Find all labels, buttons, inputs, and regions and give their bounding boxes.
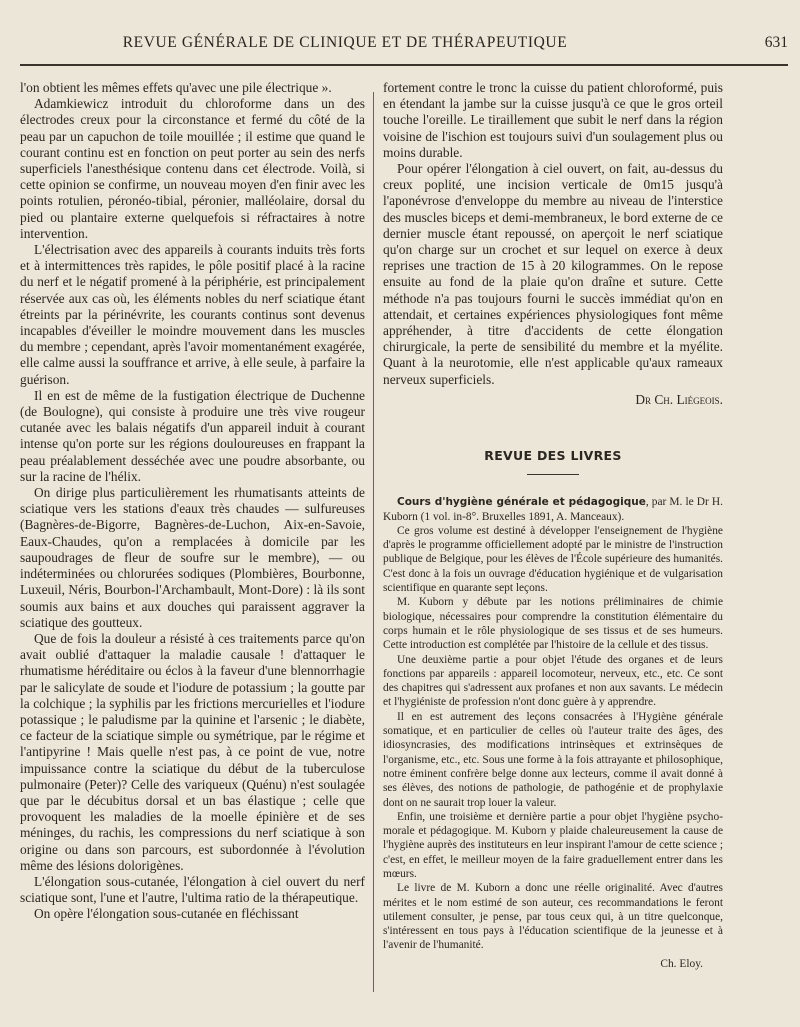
review-paragraph: Enfin, une troisième et dernière partie a pour objet l'hygiène psycho-morale et pédagogique. M. Kuborn y plaide chaleureusement la cause de l'hygiène auprès des instituteurs en leur inspirant l'amour de cette science ; c'est, en effet, le meilleur moyen de la faire graduellement entrer dans les mœurs. — [383, 810, 723, 880]
section-title: REVUE DES LIVRES — [484, 448, 622, 464]
paragraph: On dirige plus particulièrement les rhumatisants atteints de sciatique vers les stations d'eaux très chaudes — sulfureuses (Bagnères-de-Bigorre, Bagnères-de-Luchon, Aix-en-Savoie, Eaux-Chaudes, qu'on a remplacées à domicile par les saupoudrages de fleur de soufre sur le membre), — ou indéterminées ou chlorurées sodiques (Plombières, Bourbonne, Luxeuil, Néris, Bourbon-l'Archambault, Mont-Dore) : là ils sont soumis aux bains et aux douches qui paraissent aggraver la sciatique des goutteux. — [20, 485, 365, 630]
paragraph: L'électrisation avec des appareils à courants induits très forts et à intermittences très rapides, le pôle positif placé à la racine du nerf et le négatif promené à la périphérie, est principalement réservée aux cas où, les éléments nobles du nerf sciatique étant étreints par la périnévrite, les courants continus sont devenus incapables d'éveiller le moindre mouvement dans les muscles du membre ; cependant, après l'avoir momentanément exagérée, elle calme aussi la souffrance et arrive, à elle seule, à parfaire la guérison. — [20, 242, 365, 387]
book-title: Cours d'hygiène générale et pédagogique — [397, 496, 646, 509]
review-paragraph: Le livre de M. Kuborn a donc une réelle originalité. Avec d'autres mérites et le nom estimé de son auteur, ces recommandations le feront utilement consulter, je pense, par tous ceux qui, à un titre quelconque, s'intéressent en tous pays à l'éducation scientifique de la jeunesse et à l'avenir de l'humanité. — [383, 882, 723, 952]
paragraph: L'élongation sous-cutanée, l'élongation à ciel ouvert du nerf sciatique sont, l'une et l'autre, l'ultima ratio de la thérapeutique. — [20, 873, 365, 906]
running-title: REVUE GÉNÉRALE DE CLINIQUE ET DE THÉRAPEUTIQUE — [122, 34, 568, 51]
review-paragraph: Une deuxième partie a pour objet l'étude des organes et de leurs fonctions par appareils : appareil locomoteur, nerveux, etc., etc. Ce sont des chapitres qui s'adressent aux profanes et non aux savants. Le médecin et l'hygiéniste de profession n'ont donc guère à y apprendre. — [383, 653, 723, 709]
right-column — [383, 80, 723, 971]
page-header — [20, 30, 790, 54]
review-paragraph: M. Kuborn y débute par les notions préliminaires de chimie biologique, nécessaires pour comprendre la constitution élémentaire du corps humain et le rôle physiologique de ses tissus et de ses humeurs. Cette introduction est complétée par l'histoire de la cellule et des tissus. — [383, 596, 723, 652]
paragraph: Pour opérer l'élongation à ciel ouvert, on fait, au-dessus du creux poplité, une incision verticale de 0m15 jusqu'à l'aponévrose d'enveloppe du membre au niveau de l'interstice des muscles biceps et demi-membraneux, le bord externe de ce dernier muscle étant repoussé, on aperçoit le nerf sciatique qu'on charge sur un crochet et sur lequel on exerce à deux reprises une traction de 15 à 20 kilogrammes. On le repose ensuite au fond de la plaie qu'on draîne et suture. Cette méthode n'a pas toujours fourni le succès immédiat qu'on en attendait, et certaines expériences physiologiques font même appréhender, à titre d'accidents de cette élongation chirurgicale, la perte de sensibilité du membre et la myélite. Quant à la neurotomie, elle n'est applicable qu'aux rameaux nerveux superficiels. — [383, 161, 723, 387]
book-details: , par M. le Dr H. Kuborn (1 vol. in-8°. Bruxelles 1891, A. Manceaux). — [383, 496, 723, 523]
book-review — [383, 495, 723, 971]
author-signature: Dr Ch. Liégeois. — [635, 391, 723, 407]
left-column — [20, 80, 365, 923]
header-rule — [20, 64, 788, 66]
review-paragraph: Il en est autrement des leçons consacrées à l'Hygiène générale somatique, et en particulier de celles où l'auteur traite des âges, des idiosyncrasies, des modifications intrinsèques et extrinsèques de l'organisme, etc., etc. Sous une forme à la fois attrayante et philosophique, notre éminent confrère belge donne aux lecteurs, comme il avait donné à ses élèves, des notions de pathologie, de pathogénie et de prophylaxie dont on ne saurait trop louer la valeur. — [383, 710, 723, 809]
book-reference — [383, 495, 723, 524]
page-number: 631 — [764, 34, 788, 51]
paragraph: On opère l'élongation sous-cutanée en fléchissant — [34, 906, 299, 922]
paragraph: Adamkiewicz introduit du chloroforme dans un des électrodes creux pour la circonstance et fermé du côté de la peau par un capuchon de toile mouillée ; il estime que quand le courant continu est en fonction on peut porter au sein des nerfs superficiels l'anesthésique contenu dans cet électrode. Voilà, si cette opinion se confirme, un nouveau moyen d'en finir avec les points rotulien, péronéo-tibial, péronier, malléolaire, dorsal du pied ou plantaire externe quelquefois si réfractaires à notre intervention. — [20, 96, 365, 241]
paragraph: l'on obtient les mêmes effets qu'avec une pile électrique ». — [20, 80, 332, 95]
paragraph: Il en est de même de la fustigation électrique de Duchenne (de Boulogne), qui consiste à produire une très vive rougeur cutanée avec les balais négatifs d'un appareil induit à courant intense qu'on porte sur les régions douloureuses en frappant la peau préalablement desséchée avec une poudre absorbante, ou sur la racine de l'hélix. — [20, 387, 365, 484]
reviewer-signature: Ch. Eloy. — [660, 957, 703, 970]
section-rule — [527, 474, 579, 475]
column-divider — [373, 92, 374, 992]
paragraph: Que de fois la douleur a résisté à ces traitements parce qu'on avait oublié d'attaquer la maladie causale ! d'attaquer le rhumatisme héréditaire ou éclos à la faveur d'une blennorrhagie par le salicylate de soude et l'iodure de potassium ; la goutte par la colchique ; la syphilis par les frictions mercurielles et l'iodure potassique ; le paludisme par la quinine et l'arsenic ; le diabète, ce facteur de la sciatique simple ou symétrique, par le régime et l'antipyrine ! Mais quelle n'est pas, à ce point de vue, notre impuissance contre la sciatique du début de la tuberculose pulmonaire (Peter)? Celle des variqueux (Quénu) n'est soulagée que par le décubitus dorsal et un bas élastique ; celle que provoquent les maladies de la moelle épinière et de ses méninges, du rachis, les compressions du nerf sciatique à son origine ou dans son parcours, est subordonnée à l'évolution même des lésions dolorigènes. — [20, 630, 365, 873]
paragraph: fortement contre le tronc la cuisse du patient chloroformé, puis en étendant la jambe sur la cuisse jusqu'à ce que le gros orteil touche l'oreille. Le tiraillement que subit le nerf dans la région voisine de l'ischion est toujours suivi d'un soulagement plus ou moins durable. — [383, 80, 723, 160]
review-paragraph: Ce gros volume est destiné à développer l'enseignement de l'hygiène d'après le programme officiellement adopté par le ministre de l'instruction publique de Belgique, pour les élèves de l'École supérieure des humanités. C'est donc à la fois un ouvrage d'éducation hygiénique et de vulgarisation scientifique en quarante sept leçons. — [383, 524, 723, 595]
